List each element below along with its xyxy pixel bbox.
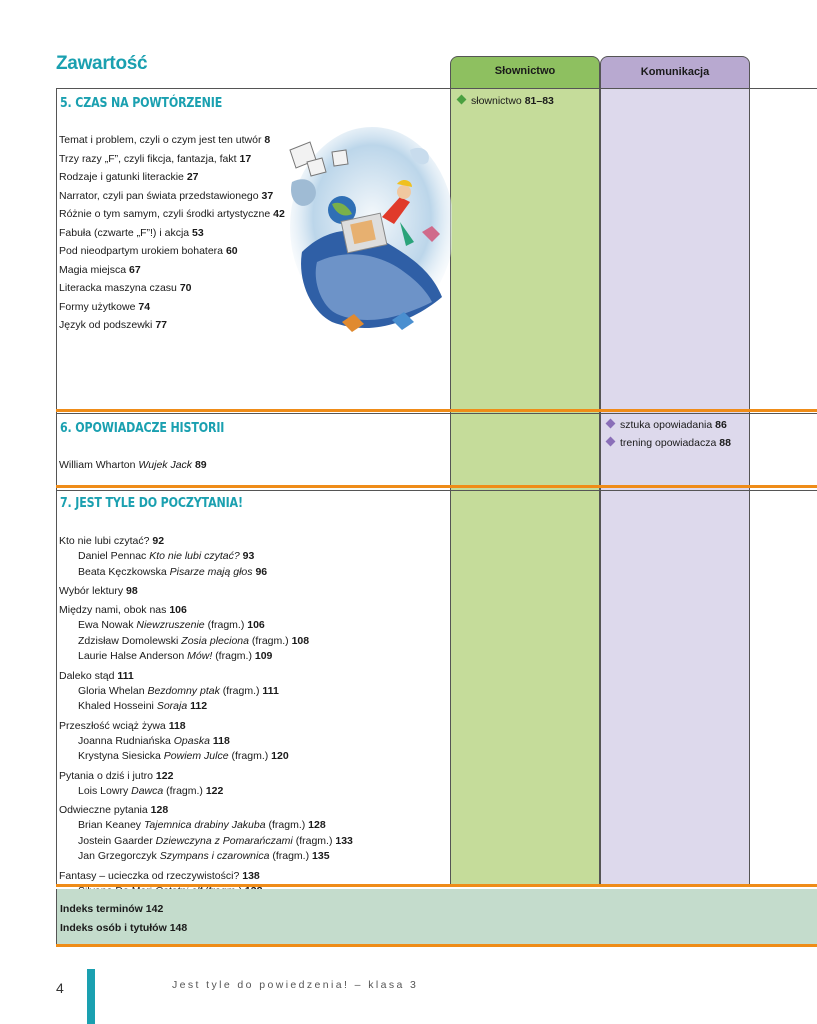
index-list: Indeks terminów 142 Indeks osób i tytułów 148 bbox=[60, 903, 188, 934]
toc-subentry: Lois Lowry Dawca (fragm.) 122 bbox=[78, 784, 224, 797]
footer-accent-bar bbox=[87, 969, 95, 1024]
toc-subentry: Jan Grzegorczyk Szympans i czarownica (fragm.) 135 bbox=[78, 850, 330, 862]
section6-heading: 6. OPOWIADACZE HISTORII bbox=[60, 420, 225, 436]
page-number: 4 bbox=[56, 980, 64, 996]
toc-group bbox=[59, 718, 353, 765]
toc-entry: Fabuła (czwarte „F”!) i akcja 53 bbox=[59, 226, 204, 239]
section6-communication-item: trening opowiadacza 88 bbox=[604, 437, 731, 449]
section7-list bbox=[59, 533, 353, 902]
toc-entry: Fantasy – ucieczka od rzeczywistości? 138 bbox=[59, 869, 260, 882]
toc-subentry: Zdzisław Domolewski Zosia pleciona (fragm.) 108 bbox=[78, 634, 310, 647]
toc-entry: Odwieczne pytania 128 bbox=[59, 804, 169, 816]
toc-subentry: Brian Keaney Tajemnica drabiny Jakuba (fragm.) 128 bbox=[78, 819, 326, 831]
toc-entry: Przeszłość wciąż żywa 118 bbox=[59, 719, 186, 732]
toc-group bbox=[59, 533, 353, 580]
reading-illustration bbox=[282, 122, 452, 350]
toc-entry: Formy użytkowe 74 bbox=[59, 300, 151, 313]
toc-entry: Rodzaje i gatunki literackie 27 bbox=[59, 171, 199, 183]
toc-entry: Magia miejsca 67 bbox=[59, 263, 141, 276]
section-divider bbox=[56, 409, 817, 412]
toc-subentry: Khaled Hosseini Soraja 112 bbox=[78, 700, 208, 712]
section6-top-line bbox=[56, 413, 817, 414]
section5-heading: 5. CZAS NA POWTÓRZENIE bbox=[60, 95, 223, 111]
toc-group bbox=[59, 602, 353, 665]
toc-group bbox=[59, 768, 353, 800]
toc-entry: Narrator, czyli pan świata przedstawionego 37 bbox=[59, 189, 274, 202]
toc-subentry: Joanna Rudniańska Opaska 118 bbox=[78, 734, 230, 747]
column-header-vocabulary: Słownictwo bbox=[450, 56, 600, 89]
toc-entry: Temat i problem, czyli o czym jest ten utwór 8 bbox=[59, 134, 271, 146]
toc-group bbox=[59, 802, 353, 865]
toc-entry: Pod nieodpartym urokiem bohatera 60 bbox=[59, 245, 238, 257]
toc-subentry: Gloria Whelan Bezdomny ptak (fragm.) 111 bbox=[78, 684, 279, 697]
section7-heading: 7. JEST TYLE DO POCZYTANIA! bbox=[60, 495, 243, 511]
toc-entry: Między nami, obok nas 106 bbox=[59, 604, 187, 616]
toc-subentry: Jostein Gaarder Dziewczyna z Pomarańczami (fragm.) 133 bbox=[78, 834, 353, 847]
toc-subentry: Ewa Nowak Niewzruszenie (fragm.) 106 bbox=[78, 619, 265, 631]
toc-subentry: Krystyna Siesicka Powiem Julce (fragm.) 120 bbox=[78, 750, 289, 762]
footer-book-title: Jest tyle do powiedzenia! – klasa 3 bbox=[172, 979, 419, 991]
toc-entry: Pytania o dziś i jutro 122 bbox=[59, 769, 174, 782]
toc-entry: Literacka maszyna czasu 70 bbox=[59, 282, 192, 294]
toc-entry: Trzy razy „F”, czyli fikcja, fantazja, fakt 17 bbox=[59, 152, 252, 165]
toc-entry: Kto nie lubi czytać? 92 bbox=[59, 535, 165, 547]
toc-entry: Wybór lektury 98 bbox=[59, 585, 138, 597]
section5-top-line bbox=[56, 88, 817, 89]
toc-entry: Różnie o tym samym, czyli środki artystyczne 42 bbox=[59, 208, 285, 220]
diamond-bullet-icon bbox=[606, 437, 616, 447]
column-header-communication: Komunikacja bbox=[600, 56, 750, 89]
page-title: Zawartość bbox=[56, 53, 148, 74]
toc-entry: Daleko stąd 111 bbox=[59, 669, 134, 682]
diamond-bullet-icon bbox=[606, 419, 616, 429]
section6-list: William Wharton Wujek Jack 89 bbox=[59, 459, 207, 471]
toc-subentry: Laurie Halse Anderson Mów! (fragm.) 109 bbox=[78, 650, 273, 662]
diamond-bullet-icon bbox=[457, 95, 467, 105]
toc-subentry: Beata Kęczkowska Pisarze mają głos 96 bbox=[78, 565, 268, 578]
section6-communication-item: sztuka opowiadania 86 bbox=[604, 419, 727, 431]
toc-entry: Język od podszewki 77 bbox=[59, 319, 167, 331]
index-box bbox=[56, 889, 817, 944]
section-divider bbox=[56, 884, 817, 887]
toc-subentry: Daniel Pennac Kto nie lubi czytać? 93 bbox=[78, 550, 255, 562]
toc-group bbox=[59, 583, 353, 599]
section7-top-line bbox=[56, 490, 817, 491]
section-divider bbox=[56, 944, 817, 947]
toc-group bbox=[59, 668, 353, 715]
section5-list bbox=[59, 131, 285, 335]
section5-vocabulary-item: słownictwo 81–83 bbox=[455, 95, 554, 107]
section-divider bbox=[56, 485, 817, 488]
